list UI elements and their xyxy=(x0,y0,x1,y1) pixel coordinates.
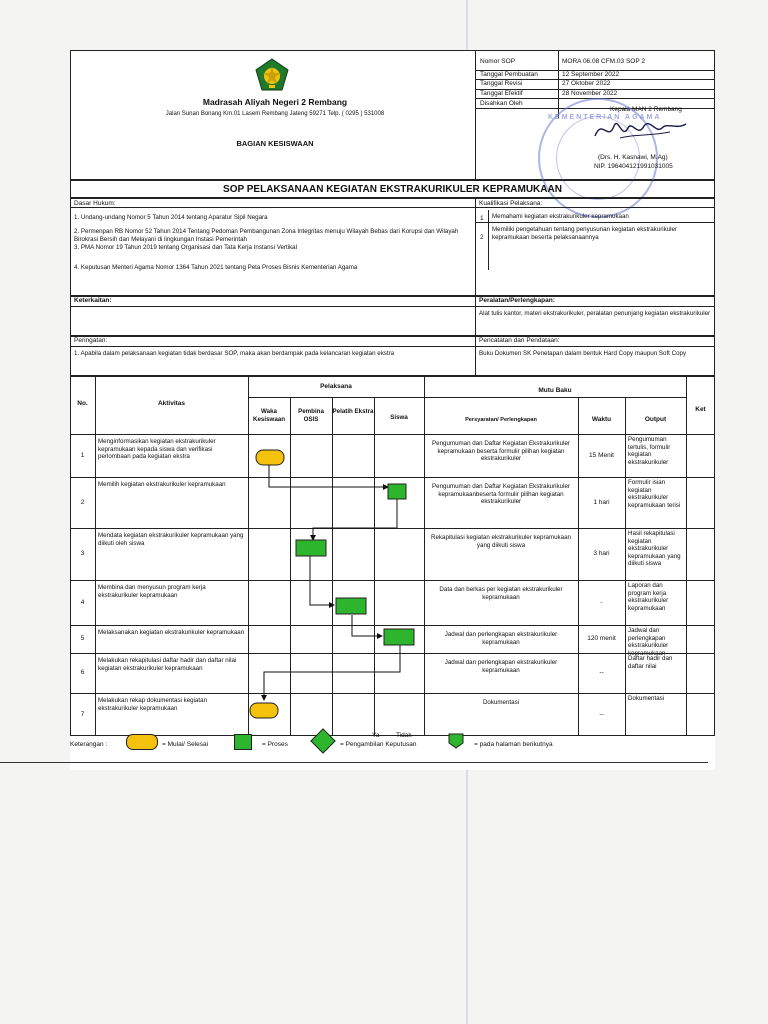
col-mutu-baku: Mutu Baku xyxy=(538,387,572,394)
legend-no: Tidak xyxy=(396,732,412,739)
kualifikasi-item-1: Memahami kegiatan ekstrakurikuler kepramukaan xyxy=(492,213,629,220)
department-name: BAGIAN KESISWAAN xyxy=(236,139,314,148)
row-output: Hasil rekapitulasi kegiatan ekstrakurikuler kepramukaan yang diikuti siswa xyxy=(628,530,681,568)
actor-pelatih-ekstra: Pelatih Ekstra xyxy=(332,408,374,415)
row-requirement: Rekapitulasi kegiatan ekstrakurikuler kepramukaan yang diikuti siswa xyxy=(431,534,571,549)
peralatan-text: Alat tulis kantor, materi ekstrakurikuler, peralatan penunjang kegiatan ekstrakurikuler xyxy=(479,310,711,317)
meta-value-disahkan: Kepala MAN 2 Rembang xyxy=(610,106,682,113)
kualifikasi-label: Kualifikasi Pelaksana: xyxy=(479,200,543,207)
row-output: Dokumentasi xyxy=(628,695,665,702)
flow-arrow-3-4 xyxy=(310,556,334,605)
meta-label-disahkan: Disahkan Oleh xyxy=(480,100,523,107)
row-activity: Melakukan rekapitulasi daftar hadir dan daftar nilai kegiatan ekstrakurikuler kepramukaan xyxy=(98,657,237,672)
pencatatan-text: Buku Dokumen SK Penetapan dalam bentuk Hard Copy maupun Soft Copy xyxy=(479,350,687,357)
process-step-3 xyxy=(296,540,326,556)
row-number: 1 xyxy=(80,451,85,459)
school-name: Madrasah Aliyah Negeri 2 Rembang xyxy=(202,97,348,107)
meta-value-nomor: MORA 06.08 CFM.03 SOP 2 xyxy=(562,58,645,65)
legend-process-shape xyxy=(234,734,252,750)
legend-terminal-shape xyxy=(126,734,158,750)
row-requirement: Dokumentasi xyxy=(482,699,520,706)
col-no: No. xyxy=(77,400,88,407)
dasar-hukum-item-2: 2. Permenpan RB Nomor 52 Tahun 2014 Tentang Pedoman Pembangunan Zona Integritas menuju Wilayah Bebas dari Korupsi dan Wilayah Birokrasi Bersih dan Melayani di lingkungan Instasi Pemerintah xyxy=(74,228,459,243)
meta-label-revisi: Tanggal Revisi xyxy=(480,80,523,87)
row-number: 4 xyxy=(80,598,85,606)
row-time: 15 Menit xyxy=(589,451,614,459)
row-activity: Menginformasikan kegiatan ekstrakurikuler kepramukaan kepada siswa dan verifikasi perlombaan pada kegiatan ekstra xyxy=(98,438,216,461)
signatory-name: (Drs. H. Kasnawi, M.Ag) xyxy=(598,154,668,161)
row-time: 120 menit xyxy=(587,635,616,642)
flowchart xyxy=(70,50,715,770)
dasar-hukum-item-1: 1. Undang-undang Nomor 5 Tahun 2014 tentang Aparatur Sipil Negara xyxy=(74,214,268,221)
kualifikasi-num-1: 1 xyxy=(480,215,484,222)
dasar-hukum-item-3: 3. PMA Nomor 19 Tahun 2019 tentang Organisasi dan Tata Kerja Instansi Vertikal xyxy=(74,244,297,251)
terminal-start xyxy=(256,450,284,465)
dasar-hukum-item-4: 4. Keputusan Menteri Agama Nomor 1364 Tahun 2021 tentang Peta Proses Bisnis Kementerian Agama xyxy=(74,264,358,271)
meta-label-nomor: Nomor SOP xyxy=(480,58,516,65)
sop-title: SOP PELAKSANAAN KEGIATAN EKSTRAKURIKULER KEPRAMUKAAN xyxy=(223,184,562,195)
col-pelaksana: Pelaksana xyxy=(320,383,352,390)
row-activity: Melakukan rekap dokumentasi kegiatan ekstrakurikuler kepramukaan xyxy=(98,697,208,712)
row-output: Formulir isian kegiatan ekstrakurikuler kepramukaan terisi xyxy=(628,479,681,509)
row-number: 3 xyxy=(80,550,85,557)
legend-label: Keterangan : xyxy=(70,741,108,748)
page-bottom-rule xyxy=(0,762,708,763)
meta-value-revisi: 27 Oktober 2022 xyxy=(562,80,611,87)
actor-siswa: Siswa xyxy=(390,414,408,421)
row-requirement: Pengumuman dan Daftar Kegiatan Ekstrakurikuler kepramukaanbeserta formulir pilihan kegiatan ekstrakurikuler xyxy=(432,483,570,506)
school-address: Jalan Sunan Bonang Km.01 Lasem Rembang Jateng 59271 Telp. ( 0295 ) 531008 xyxy=(165,111,385,117)
flow-arrow-2-3 xyxy=(313,499,397,540)
row-requirement: Jadwal dan perlengkapan ekstrakurikuler kepramukaan xyxy=(444,659,558,674)
row-requirement: Pengumuman dan Daftar Kegiatan Ekstrakurikuler kepramukaan beserta formulir pilihan kegiatan ekstrakurikuler xyxy=(432,440,570,463)
legend-next-page-shape xyxy=(448,733,464,749)
sop-document xyxy=(70,50,715,770)
row-output: Laporan dan program kerja ekstrakurikuler kepramukaan xyxy=(628,582,669,612)
row-output: Pengumuman tertulis, formulir kegiatan ekstrakurikuler xyxy=(628,436,671,466)
peralatan-label: Peralatan/Perlengkapan: xyxy=(479,297,555,304)
row-output: Jadwal dan perlengkapan ekstrakurikuler xyxy=(628,627,669,650)
stamp-text: KEMENTERIAN AGAMA xyxy=(548,114,662,121)
legend-process: = Proses xyxy=(262,741,288,748)
kualifikasi-num-2: 2 xyxy=(480,234,484,241)
row-requirement: Jadwal dan perlengkapan ekstrakurikuler kepramukaan xyxy=(444,631,558,646)
row-time: - xyxy=(600,598,603,606)
process-step-4 xyxy=(336,598,366,614)
row-number: 2 xyxy=(80,498,85,506)
legend-decision: = Pengambilan Keputusan xyxy=(340,741,417,748)
row-output: Daftar hadir dan daftar nilai xyxy=(628,655,673,670)
mutu-col-waktu: Waktu xyxy=(591,416,612,423)
flow-arrow-1-2 xyxy=(269,465,388,487)
meta-label-efektif: Tanggal Efektif xyxy=(480,90,523,97)
meta-value-pembuatan: 12 September 2022 xyxy=(562,71,620,78)
process-step-5 xyxy=(384,629,414,645)
row-number: 7 xyxy=(80,710,85,718)
terminal-end xyxy=(250,703,278,718)
col-ket: Ket xyxy=(695,406,706,413)
process-step-2 xyxy=(388,484,406,499)
row-time: 3 hari xyxy=(593,550,610,557)
kualifikasi-item-2: Memiliki pengetahuan tentang penyusunan kegiatan ekstrakurikuler kepramukaan beserta pelaksanaannya xyxy=(492,226,678,241)
keterkaitan-label: Keterkaitan: xyxy=(74,297,112,304)
row-requirement: Data dan berkas per kegiatan ekstrakurikuler kepramukaan xyxy=(439,586,563,601)
row-number: 5 xyxy=(80,635,85,642)
legend-yes: Ya xyxy=(372,732,380,739)
mutu-col-persyaratan: Persyaratan/ Perlengkapan xyxy=(465,417,537,423)
mutu-col-output: Output xyxy=(644,416,667,423)
pencatatan-label: Pencatatan dan Pendataan: xyxy=(479,337,560,344)
row-activity: Membina dan menyusun program kerja ekstrakurikuler kepramukaan xyxy=(98,584,206,599)
row-activity: Mendata kegiatan ekstrakurikuler kepramukaan yang diikuti oleh siswa xyxy=(98,532,244,547)
row-activity: Memilih kegiatan ekstrakurikuler kepramukaan xyxy=(98,481,226,488)
legend-next-page: = pada halaman berikutnya xyxy=(474,741,553,748)
row-time: 1 hari xyxy=(593,498,610,506)
signatory-nip: NIP. 196404121991031005 xyxy=(594,163,673,170)
dasar-hukum-label: Dasar Hukum: xyxy=(74,200,116,207)
row-number: 6 xyxy=(80,669,85,676)
legend-start-end: = Mulai/ Selesai xyxy=(162,741,209,748)
actor-pembina-osis: Pembina OSIS xyxy=(298,408,324,423)
flow-arrow-5-7 xyxy=(264,645,400,700)
row-time: -- xyxy=(599,669,604,676)
peringatan-text: 1. Apabila dalam pelaksanaan kegiatan tidak berdasar SOP, maka akan berdampak pada kelancaran kegiatan ekstra xyxy=(74,350,395,357)
col-aktivitas: Aktivitas xyxy=(157,400,186,407)
row-time: -- xyxy=(599,710,604,718)
meta-value-efektif: 28 November 2022 xyxy=(562,90,618,97)
actor-waka-kesiswaan: Waka Kesiswaan xyxy=(253,408,285,423)
row-activity: Melaksanakan kegiatan ekstrakurikuler kepramukaan xyxy=(98,629,245,636)
meta-label-pembuatan: Tanggal Pembuatan xyxy=(480,71,538,78)
flow-arrow-4-5 xyxy=(352,615,382,636)
peringatan-label: Peringatan: xyxy=(74,337,108,344)
